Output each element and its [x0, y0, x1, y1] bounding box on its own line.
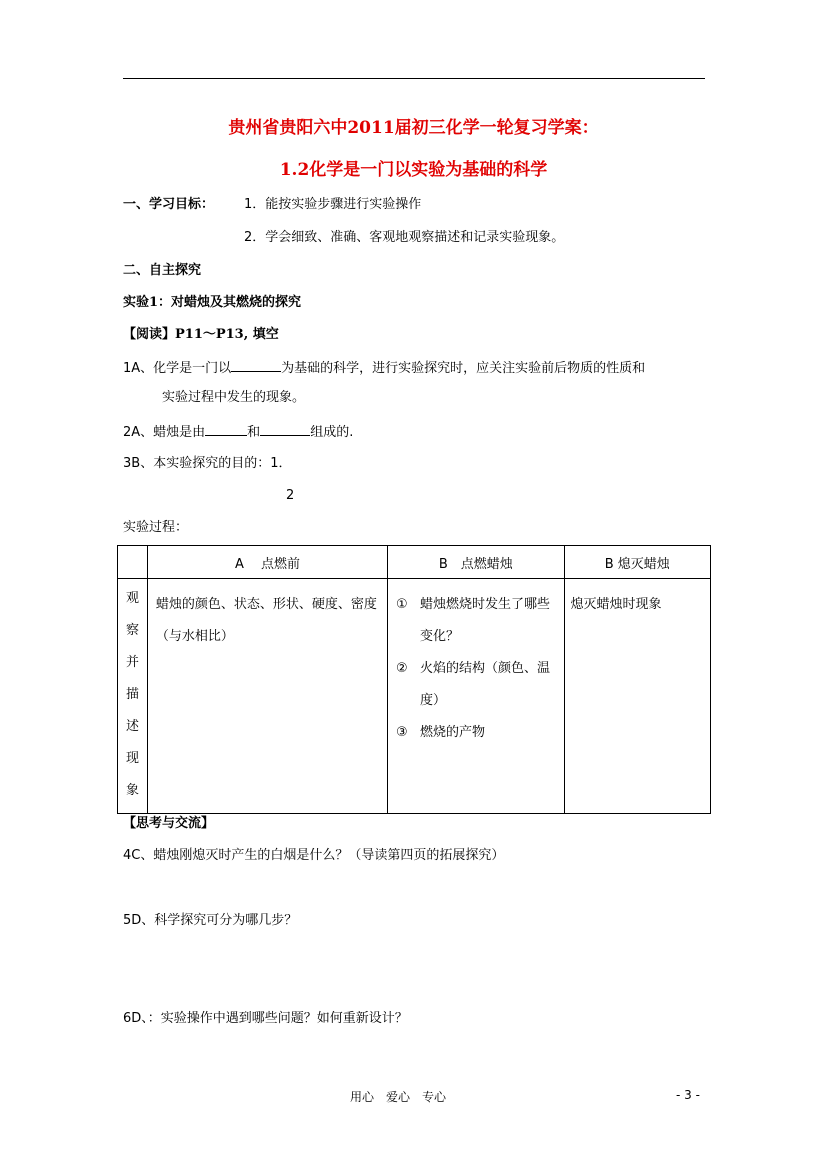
burning-list	[388, 579, 563, 749]
row-label-char: 述	[125, 719, 139, 734]
question-2a-prefix: 2A、蜡烛是由	[123, 425, 206, 440]
footer-motto: 用心 爱心 专心	[350, 1090, 447, 1104]
reading-instruction: 【阅读】P11～P13, 填空	[123, 327, 279, 342]
row-label-vertical	[118, 579, 147, 813]
process-label: 实验过程：	[123, 520, 189, 535]
question-5d: 5D、科学探究可分为哪几步？	[123, 913, 298, 928]
row-label-char: 并	[125, 655, 139, 670]
row-label-char: 现	[125, 751, 139, 766]
burning-cell	[388, 579, 564, 814]
before-lighting-cell	[147, 579, 387, 814]
list-item	[396, 589, 557, 653]
section-2-heading: 二、自主探究	[123, 263, 202, 278]
question-4c: 4C、蜡烛刚熄灭时产生的白烟是什么？（导读第四页的拓展探究）	[123, 848, 505, 863]
question-1a-line2: 实验过程中发生的现象。	[162, 390, 306, 405]
item-number: ③	[396, 725, 408, 740]
item-text: 蜡烛燃烧时发生了哪些变化？	[420, 597, 551, 644]
list-item	[396, 653, 557, 717]
question-6d: 6D、：实验操作中遇到哪些问题？如何重新设计？	[123, 1011, 408, 1026]
row-label-char: 象	[125, 783, 139, 798]
question-1a-prefix: 1A、化学是一门以	[123, 361, 232, 376]
question-2a-mid: 和	[247, 425, 261, 440]
before-lighting-text: 蜡烛的颜色、状态、形状、硬度、密度（与水相比）	[155, 597, 377, 644]
question-3b: 3B、本实验探究的目的：1．	[123, 456, 292, 471]
table-header-row	[118, 546, 711, 579]
extinguish-text: 熄灭蜡烛时现象	[570, 597, 662, 612]
item-number: ①	[396, 597, 408, 612]
row-label-char: 观	[125, 591, 139, 606]
fill-blank[interactable]	[205, 422, 247, 436]
table-header-cell	[118, 546, 148, 579]
item-text: 火焰的结构（颜色、温度）	[420, 661, 551, 708]
question-2a	[123, 422, 353, 442]
extinguish-cell	[564, 579, 710, 814]
objective-2: 2．学会细致、准确、客观地观察描述和记录实验现象。	[244, 230, 565, 245]
experiment-title: 实验1：对蜡烛及其燃烧的探究	[123, 295, 302, 310]
table-header-cell: B 熄灭蜡烛	[564, 546, 710, 579]
item-number: ②	[396, 661, 408, 676]
row-label-char: 察	[125, 623, 139, 638]
header-rule	[123, 78, 705, 79]
page-number: - 3 -	[676, 1088, 700, 1102]
question-1a	[123, 358, 645, 378]
experiment-table	[117, 545, 711, 814]
objective-1: 1．能按实验步骤进行实验操作	[244, 197, 422, 212]
objectives-label: 一、学习目标：	[123, 197, 215, 212]
document-subtitle: 1.2化学是一门以实验为基础的科学	[279, 160, 548, 180]
table-header-cell: B 点燃蜡烛	[388, 546, 564, 579]
list-item	[396, 717, 557, 749]
fill-blank[interactable]	[231, 358, 281, 372]
document-title: 贵州省贵阳六中2011届初三化学一轮复习学案：	[228, 118, 599, 138]
row-label-cell	[118, 579, 148, 814]
fill-blank[interactable]	[260, 422, 310, 436]
question-2a-suffix: 组成的.	[310, 425, 354, 440]
question-3b-item2: 2	[286, 488, 295, 503]
table-row	[118, 579, 711, 814]
question-1a-suffix: 为基础的科学，进行实验探究时，应关注实验前后物质的性质和	[281, 361, 646, 376]
item-text: 燃烧的产物	[420, 725, 486, 740]
discussion-label: 【思考与交流】	[123, 816, 215, 831]
table-header-cell: A 点燃前	[147, 546, 387, 579]
row-label-char: 描	[125, 687, 139, 702]
